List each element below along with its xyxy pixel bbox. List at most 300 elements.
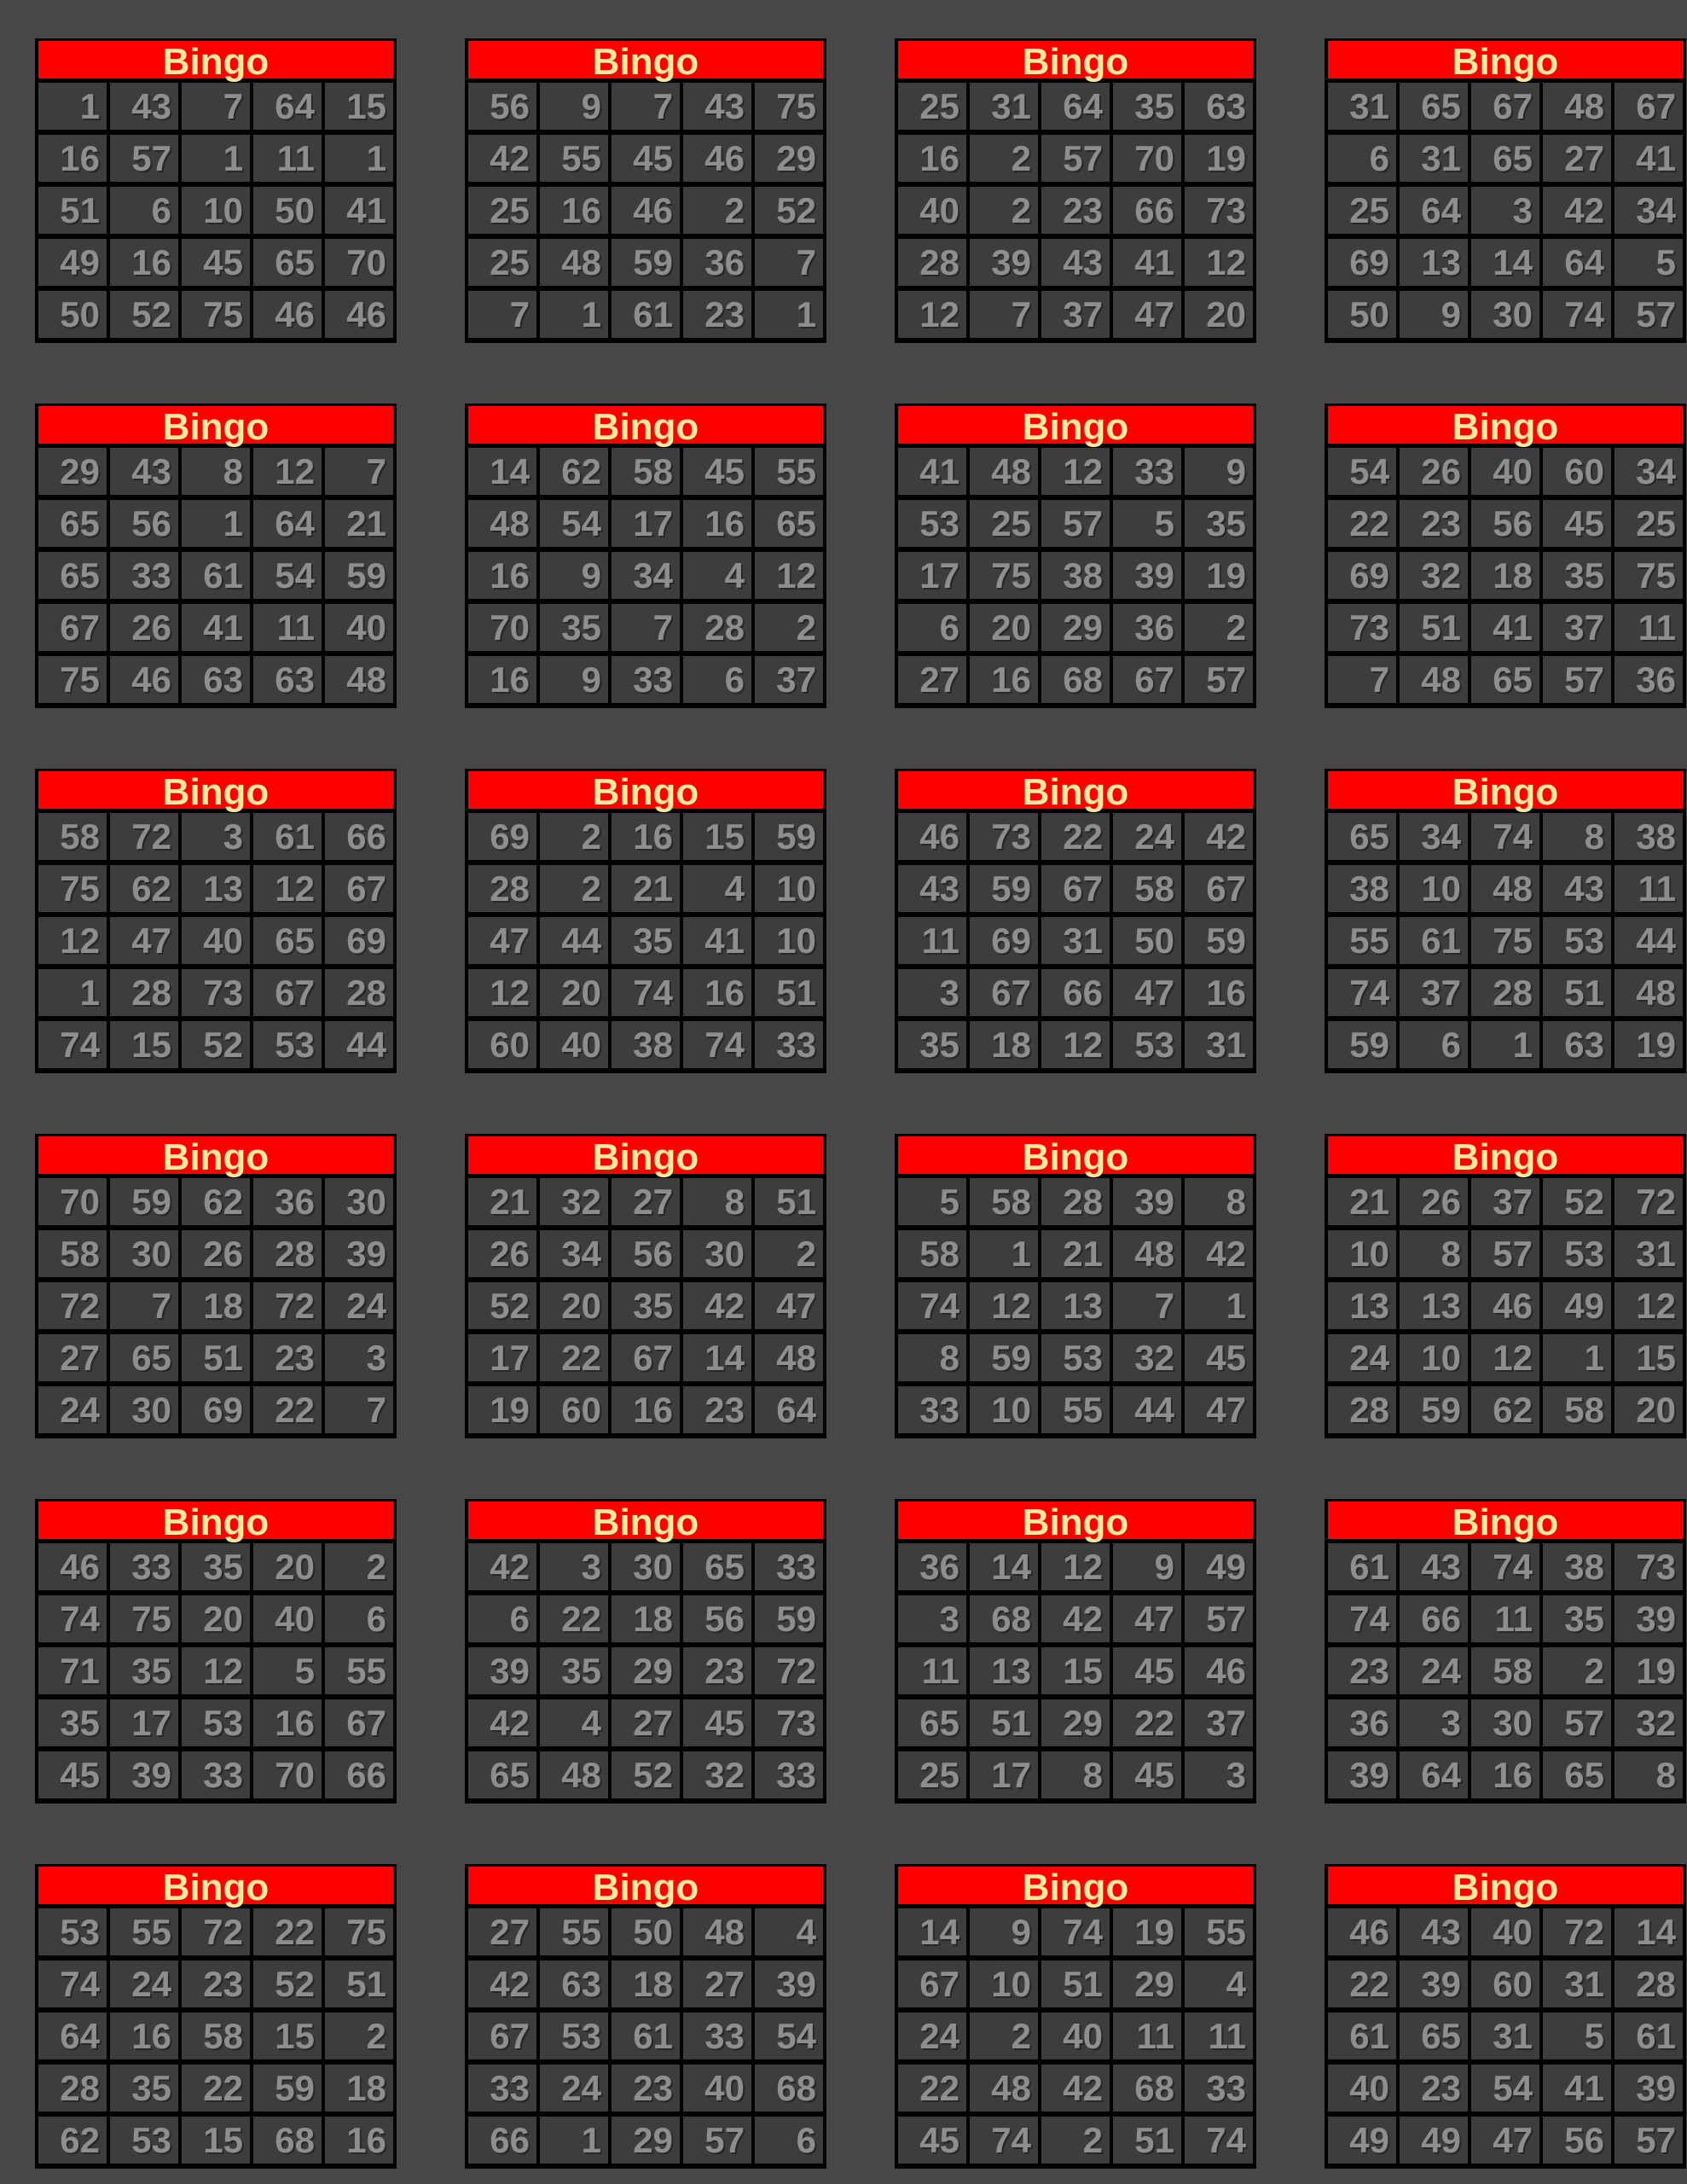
bingo-number-cell[interactable]: 5	[898, 1178, 966, 1225]
bingo-number-cell[interactable]: 37	[1400, 969, 1468, 1016]
bingo-number-cell[interactable]: 48	[970, 448, 1038, 495]
bingo-number-cell[interactable]: 7	[325, 1386, 393, 1433]
bingo-number-cell[interactable]: 29	[1041, 1699, 1110, 1746]
bingo-number-cell[interactable]: 30	[612, 1543, 680, 1590]
bingo-number-cell[interactable]: 40	[182, 917, 250, 964]
bingo-number-cell[interactable]: 18	[970, 1021, 1038, 1068]
bingo-number-cell[interactable]: 19	[1615, 1647, 1683, 1694]
bingo-number-cell[interactable]: 22	[253, 1908, 322, 1955]
bingo-number-cell[interactable]: 8	[898, 1334, 966, 1381]
bingo-number-cell[interactable]: 23	[683, 291, 751, 338]
bingo-number-cell[interactable]: 40	[1471, 1908, 1539, 1955]
bingo-number-cell[interactable]: 37	[1041, 291, 1110, 338]
bingo-number-cell[interactable]: 13	[1328, 1282, 1396, 1329]
bingo-number-cell[interactable]: 45	[1113, 1751, 1181, 1798]
bingo-number-cell[interactable]: 58	[1113, 865, 1181, 912]
bingo-number-cell[interactable]: 15	[325, 83, 393, 130]
bingo-number-cell[interactable]: 67	[325, 865, 393, 912]
bingo-number-cell[interactable]: 21	[1041, 1230, 1110, 1277]
bingo-number-cell[interactable]: 46	[1185, 1647, 1253, 1694]
bingo-number-cell[interactable]: 36	[1615, 656, 1683, 703]
bingo-number-cell[interactable]: 39	[1615, 1595, 1683, 1642]
bingo-number-cell[interactable]: 10	[1328, 1230, 1396, 1277]
bingo-number-cell[interactable]: 33	[182, 1751, 250, 1798]
bingo-number-cell[interactable]: 27	[898, 656, 966, 703]
bingo-number-cell[interactable]: 60	[540, 1386, 608, 1433]
bingo-number-cell[interactable]: 38	[1543, 1543, 1611, 1590]
bingo-number-cell[interactable]: 28	[683, 604, 751, 651]
bingo-number-cell[interactable]: 55	[1328, 917, 1396, 964]
bingo-number-cell[interactable]: 58	[1471, 1647, 1539, 1694]
bingo-number-cell[interactable]: 75	[110, 1595, 178, 1642]
bingo-number-cell[interactable]: 59	[1328, 1021, 1396, 1068]
bingo-number-cell[interactable]: 3	[898, 969, 966, 1016]
bingo-number-cell[interactable]: 50	[253, 187, 322, 234]
bingo-number-cell[interactable]: 57	[1615, 291, 1683, 338]
bingo-number-cell[interactable]: 46	[253, 291, 322, 338]
bingo-number-cell[interactable]: 47	[1113, 1595, 1181, 1642]
bingo-number-cell[interactable]: 23	[1400, 500, 1468, 547]
bingo-number-cell[interactable]: 16	[612, 1386, 680, 1433]
bingo-number-cell[interactable]: 52	[612, 1751, 680, 1798]
bingo-number-cell[interactable]: 42	[1041, 2065, 1110, 2111]
bingo-number-cell[interactable]: 47	[468, 917, 536, 964]
bingo-number-cell[interactable]: 68	[970, 1595, 1038, 1642]
bingo-number-cell[interactable]: 32	[1400, 552, 1468, 599]
bingo-number-cell[interactable]: 57	[1471, 1230, 1539, 1277]
bingo-number-cell[interactable]: 31	[970, 83, 1038, 130]
bingo-number-cell[interactable]: 35	[612, 917, 680, 964]
bingo-number-cell[interactable]: 5	[1543, 2013, 1611, 2059]
bingo-number-cell[interactable]: 35	[110, 2065, 178, 2111]
bingo-number-cell[interactable]: 29	[612, 1647, 680, 1694]
bingo-number-cell[interactable]: 14	[970, 1543, 1038, 1590]
bingo-number-cell[interactable]: 34	[612, 552, 680, 599]
bingo-number-cell[interactable]: 48	[970, 2065, 1038, 2111]
bingo-number-cell[interactable]: 4	[683, 865, 751, 912]
bingo-number-cell[interactable]: 55	[755, 448, 823, 495]
bingo-number-cell[interactable]: 15	[1041, 1647, 1110, 1694]
bingo-number-cell[interactable]: 18	[612, 1595, 680, 1642]
bingo-number-cell[interactable]: 75	[970, 552, 1038, 599]
bingo-number-cell[interactable]: 10	[970, 1386, 1038, 1433]
bingo-number-cell[interactable]: 11	[1471, 1595, 1539, 1642]
bingo-number-cell[interactable]: 32	[1615, 1699, 1683, 1746]
bingo-number-cell[interactable]: 23	[612, 2065, 680, 2111]
bingo-number-cell[interactable]: 6	[683, 656, 751, 703]
bingo-number-cell[interactable]: 33	[1113, 448, 1181, 495]
bingo-number-cell[interactable]: 43	[683, 83, 751, 130]
bingo-number-cell[interactable]: 6	[1328, 135, 1396, 182]
bingo-number-cell[interactable]: 9	[1185, 448, 1253, 495]
bingo-number-cell[interactable]: 11	[253, 135, 322, 182]
bingo-number-cell[interactable]: 12	[468, 969, 536, 1016]
bingo-number-cell[interactable]: 1	[970, 1230, 1038, 1277]
bingo-number-cell[interactable]: 25	[1615, 500, 1683, 547]
bingo-number-cell[interactable]: 9	[540, 656, 608, 703]
bingo-number-cell[interactable]: 59	[1400, 1386, 1468, 1433]
bingo-number-cell[interactable]: 33	[755, 1751, 823, 1798]
bingo-number-cell[interactable]: 7	[468, 291, 536, 338]
bingo-number-cell[interactable]: 73	[182, 969, 250, 1016]
bingo-number-cell[interactable]: 11	[898, 1647, 966, 1694]
bingo-number-cell[interactable]: 60	[1543, 448, 1611, 495]
bingo-number-cell[interactable]: 57	[1615, 2117, 1683, 2164]
bingo-number-cell[interactable]: 66	[1041, 969, 1110, 1016]
bingo-number-cell[interactable]: 39	[755, 1960, 823, 2007]
bingo-number-cell[interactable]: 21	[325, 500, 393, 547]
bingo-number-cell[interactable]: 9	[1113, 1543, 1181, 1590]
bingo-number-cell[interactable]: 69	[1328, 239, 1396, 286]
bingo-number-cell[interactable]: 37	[1543, 604, 1611, 651]
bingo-number-cell[interactable]: 26	[110, 604, 178, 651]
bingo-number-cell[interactable]: 58	[612, 448, 680, 495]
bingo-number-cell[interactable]: 54	[755, 2013, 823, 2059]
bingo-number-cell[interactable]: 46	[1328, 1908, 1396, 1955]
bingo-number-cell[interactable]: 47	[755, 1282, 823, 1329]
bingo-number-cell[interactable]: 35	[540, 604, 608, 651]
bingo-number-cell[interactable]: 16	[683, 969, 751, 1016]
bingo-number-cell[interactable]: 15	[683, 813, 751, 860]
bingo-number-cell[interactable]: 50	[1328, 291, 1396, 338]
bingo-number-cell[interactable]: 10	[755, 865, 823, 912]
bingo-number-cell[interactable]: 23	[1400, 2065, 1468, 2111]
bingo-number-cell[interactable]: 65	[253, 239, 322, 286]
bingo-number-cell[interactable]: 70	[253, 1751, 322, 1798]
bingo-number-cell[interactable]: 72	[38, 1282, 107, 1329]
bingo-number-cell[interactable]: 39	[110, 1751, 178, 1798]
bingo-number-cell[interactable]: 41	[683, 917, 751, 964]
bingo-number-cell[interactable]: 69	[468, 813, 536, 860]
bingo-number-cell[interactable]: 7	[182, 83, 250, 130]
bingo-number-cell[interactable]: 52	[253, 1960, 322, 2007]
bingo-number-cell[interactable]: 24	[540, 2065, 608, 2111]
bingo-number-cell[interactable]: 39	[970, 239, 1038, 286]
bingo-number-cell[interactable]: 59	[970, 1334, 1038, 1381]
bingo-number-cell[interactable]: 48	[540, 1751, 608, 1798]
bingo-number-cell[interactable]: 36	[1113, 604, 1181, 651]
bingo-number-cell[interactable]: 16	[253, 1699, 322, 1746]
bingo-number-cell[interactable]: 51	[755, 969, 823, 1016]
bingo-number-cell[interactable]: 30	[110, 1230, 178, 1277]
bingo-number-cell[interactable]: 64	[1543, 239, 1611, 286]
bingo-number-cell[interactable]: 16	[540, 187, 608, 234]
bingo-number-cell[interactable]: 68	[755, 2065, 823, 2111]
bingo-number-cell[interactable]: 43	[1400, 1908, 1468, 1955]
bingo-number-cell[interactable]: 52	[468, 1282, 536, 1329]
bingo-number-cell[interactable]: 74	[1543, 291, 1611, 338]
bingo-number-cell[interactable]: 43	[110, 83, 178, 130]
bingo-number-cell[interactable]: 60	[1471, 1960, 1539, 2007]
bingo-number-cell[interactable]: 54	[1471, 2065, 1539, 2111]
bingo-number-cell[interactable]: 36	[898, 1543, 966, 1590]
bingo-number-cell[interactable]: 49	[1400, 2117, 1468, 2164]
bingo-number-cell[interactable]: 51	[325, 1960, 393, 2007]
bingo-number-cell[interactable]: 69	[970, 917, 1038, 964]
bingo-number-cell[interactable]: 67	[612, 1334, 680, 1381]
bingo-number-cell[interactable]: 4	[755, 1908, 823, 1955]
bingo-number-cell[interactable]: 9	[1400, 291, 1468, 338]
bingo-number-cell[interactable]: 28	[253, 1230, 322, 1277]
bingo-number-cell[interactable]: 3	[1400, 1699, 1468, 1746]
bingo-number-cell[interactable]: 15	[253, 2013, 322, 2059]
bingo-number-cell[interactable]: 53	[1543, 1230, 1611, 1277]
bingo-number-cell[interactable]: 14	[683, 1334, 751, 1381]
bingo-number-cell[interactable]: 22	[540, 1334, 608, 1381]
bingo-number-cell[interactable]: 33	[683, 2013, 751, 2059]
bingo-number-cell[interactable]: 33	[755, 1543, 823, 1590]
bingo-number-cell[interactable]: 35	[110, 1647, 178, 1694]
bingo-number-cell[interactable]: 55	[110, 1908, 178, 1955]
bingo-number-cell[interactable]: 20	[540, 1282, 608, 1329]
bingo-number-cell[interactable]: 12	[1041, 448, 1110, 495]
bingo-number-cell[interactable]: 73	[1328, 604, 1396, 651]
bingo-number-cell[interactable]: 22	[182, 2065, 250, 2111]
bingo-number-cell[interactable]: 65	[110, 1334, 178, 1381]
bingo-number-cell[interactable]: 59	[755, 813, 823, 860]
bingo-number-cell[interactable]: 2	[325, 1543, 393, 1590]
bingo-number-cell[interactable]: 75	[1471, 917, 1539, 964]
bingo-number-cell[interactable]: 42	[468, 1699, 536, 1746]
bingo-number-cell[interactable]: 53	[540, 2013, 608, 2059]
bingo-number-cell[interactable]: 58	[182, 2013, 250, 2059]
bingo-number-cell[interactable]: 39	[468, 1647, 536, 1694]
bingo-number-cell[interactable]: 58	[898, 1230, 966, 1277]
bingo-number-cell[interactable]: 57	[683, 2117, 751, 2164]
bingo-number-cell[interactable]: 10	[1400, 1334, 1468, 1381]
bingo-number-cell[interactable]: 37	[1185, 1699, 1253, 1746]
bingo-number-cell[interactable]: 36	[1328, 1699, 1396, 1746]
bingo-number-cell[interactable]: 67	[898, 1960, 966, 2007]
bingo-number-cell[interactable]: 55	[540, 135, 608, 182]
bingo-number-cell[interactable]: 13	[182, 865, 250, 912]
bingo-number-cell[interactable]: 35	[1113, 83, 1181, 130]
bingo-number-cell[interactable]: 12	[1471, 1334, 1539, 1381]
bingo-number-cell[interactable]: 74	[38, 1595, 107, 1642]
bingo-number-cell[interactable]: 6	[325, 1595, 393, 1642]
bingo-number-cell[interactable]: 48	[1400, 656, 1468, 703]
bingo-number-cell[interactable]: 1	[540, 2117, 608, 2164]
bingo-number-cell[interactable]: 55	[1185, 1908, 1253, 1955]
bingo-number-cell[interactable]: 51	[970, 1699, 1038, 1746]
bingo-number-cell[interactable]: 50	[612, 1908, 680, 1955]
bingo-number-cell[interactable]: 48	[1113, 1230, 1181, 1277]
bingo-number-cell[interactable]: 7	[1328, 656, 1396, 703]
bingo-number-cell[interactable]: 1	[1185, 1282, 1253, 1329]
bingo-number-cell[interactable]: 38	[612, 1021, 680, 1068]
bingo-number-cell[interactable]: 35	[1185, 500, 1253, 547]
bingo-number-cell[interactable]: 29	[38, 448, 107, 495]
bingo-number-cell[interactable]: 51	[1543, 969, 1611, 1016]
bingo-number-cell[interactable]: 42	[468, 1543, 536, 1590]
bingo-number-cell[interactable]: 26	[1400, 1178, 1468, 1225]
bingo-number-cell[interactable]: 48	[325, 656, 393, 703]
bingo-number-cell[interactable]: 69	[182, 1386, 250, 1433]
bingo-number-cell[interactable]: 21	[468, 1178, 536, 1225]
bingo-number-cell[interactable]: 52	[182, 1021, 250, 1068]
bingo-number-cell[interactable]: 42	[683, 1282, 751, 1329]
bingo-number-cell[interactable]: 56	[612, 1230, 680, 1277]
bingo-number-cell[interactable]: 13	[1400, 1282, 1468, 1329]
bingo-number-cell[interactable]: 74	[1328, 969, 1396, 1016]
bingo-number-cell[interactable]: 40	[1471, 448, 1539, 495]
bingo-number-cell[interactable]: 5	[1615, 239, 1683, 286]
bingo-number-cell[interactable]: 16	[110, 239, 178, 286]
bingo-number-cell[interactable]: 18	[612, 1960, 680, 2007]
bingo-number-cell[interactable]: 62	[540, 448, 608, 495]
bingo-number-cell[interactable]: 2	[1185, 604, 1253, 651]
bingo-number-cell[interactable]: 28	[110, 969, 178, 1016]
bingo-number-cell[interactable]: 30	[1471, 291, 1539, 338]
bingo-number-cell[interactable]: 65	[468, 1751, 536, 1798]
bingo-number-cell[interactable]: 74	[898, 1282, 966, 1329]
bingo-number-cell[interactable]: 63	[1543, 1021, 1611, 1068]
bingo-number-cell[interactable]: 65	[755, 500, 823, 547]
bingo-number-cell[interactable]: 12	[38, 917, 107, 964]
bingo-number-cell[interactable]: 48	[755, 1334, 823, 1381]
bingo-number-cell[interactable]: 8	[683, 1178, 751, 1225]
bingo-number-cell[interactable]: 53	[38, 1908, 107, 1955]
bingo-number-cell[interactable]: 55	[325, 1647, 393, 1694]
bingo-number-cell[interactable]: 67	[325, 1699, 393, 1746]
bingo-number-cell[interactable]: 33	[110, 552, 178, 599]
bingo-number-cell[interactable]: 2	[1543, 1647, 1611, 1694]
bingo-number-cell[interactable]: 75	[38, 865, 107, 912]
bingo-number-cell[interactable]: 47	[1113, 291, 1181, 338]
bingo-number-cell[interactable]: 42	[1543, 187, 1611, 234]
bingo-number-cell[interactable]: 23	[253, 1334, 322, 1381]
bingo-number-cell[interactable]: 31	[1615, 1230, 1683, 1277]
bingo-number-cell[interactable]: 3	[540, 1543, 608, 1590]
bingo-number-cell[interactable]: 2	[970, 2013, 1038, 2059]
bingo-number-cell[interactable]: 41	[1543, 2065, 1611, 2111]
bingo-number-cell[interactable]: 74	[1471, 813, 1539, 860]
bingo-number-cell[interactable]: 13	[1041, 1282, 1110, 1329]
bingo-number-cell[interactable]: 19	[1113, 1908, 1181, 1955]
bingo-number-cell[interactable]: 24	[1328, 1334, 1396, 1381]
bingo-number-cell[interactable]: 9	[970, 1908, 1038, 1955]
bingo-number-cell[interactable]: 67	[1471, 83, 1539, 130]
bingo-number-cell[interactable]: 25	[898, 1751, 966, 1798]
bingo-number-cell[interactable]: 1	[755, 291, 823, 338]
bingo-number-cell[interactable]: 1	[1543, 1334, 1611, 1381]
bingo-number-cell[interactable]: 54	[253, 552, 322, 599]
bingo-number-cell[interactable]: 34	[540, 1230, 608, 1277]
bingo-number-cell[interactable]: 46	[110, 656, 178, 703]
bingo-number-cell[interactable]: 25	[970, 500, 1038, 547]
bingo-number-cell[interactable]: 16	[38, 135, 107, 182]
bingo-number-cell[interactable]: 24	[110, 1960, 178, 2007]
bingo-number-cell[interactable]: 17	[612, 500, 680, 547]
bingo-number-cell[interactable]: 39	[1328, 1751, 1396, 1798]
bingo-number-cell[interactable]: 45	[1113, 1647, 1181, 1694]
bingo-number-cell[interactable]: 28	[38, 2065, 107, 2111]
bingo-number-cell[interactable]: 51	[1400, 604, 1468, 651]
bingo-number-cell[interactable]: 64	[1400, 187, 1468, 234]
bingo-number-cell[interactable]: 28	[1328, 1386, 1396, 1433]
bingo-number-cell[interactable]: 7	[612, 83, 680, 130]
bingo-number-cell[interactable]: 42	[1185, 813, 1253, 860]
bingo-number-cell[interactable]: 12	[898, 291, 966, 338]
bingo-number-cell[interactable]: 48	[1543, 83, 1611, 130]
bingo-number-cell[interactable]: 48	[683, 1908, 751, 1955]
bingo-number-cell[interactable]: 39	[325, 1230, 393, 1277]
bingo-number-cell[interactable]: 15	[1615, 1334, 1683, 1381]
bingo-number-cell[interactable]: 64	[1041, 83, 1110, 130]
bingo-number-cell[interactable]: 61	[612, 291, 680, 338]
bingo-number-cell[interactable]: 33	[898, 1386, 966, 1433]
bingo-number-cell[interactable]: 53	[1113, 1021, 1181, 1068]
bingo-number-cell[interactable]: 64	[755, 1386, 823, 1433]
bingo-number-cell[interactable]: 39	[1400, 1960, 1468, 2007]
bingo-number-cell[interactable]: 56	[1543, 2117, 1611, 2164]
bingo-number-cell[interactable]: 65	[253, 917, 322, 964]
bingo-number-cell[interactable]: 72	[755, 1647, 823, 1694]
bingo-number-cell[interactable]: 28	[1471, 969, 1539, 1016]
bingo-number-cell[interactable]: 26	[1400, 448, 1468, 495]
bingo-number-cell[interactable]: 24	[325, 1282, 393, 1329]
bingo-number-cell[interactable]: 3	[1471, 187, 1539, 234]
bingo-number-cell[interactable]: 11	[1615, 604, 1683, 651]
bingo-number-cell[interactable]: 48	[540, 239, 608, 286]
bingo-number-cell[interactable]: 8	[182, 448, 250, 495]
bingo-number-cell[interactable]: 40	[325, 604, 393, 651]
bingo-number-cell[interactable]: 58	[970, 1178, 1038, 1225]
bingo-number-cell[interactable]: 2	[540, 813, 608, 860]
bingo-number-cell[interactable]: 29	[755, 135, 823, 182]
bingo-number-cell[interactable]: 33	[110, 1543, 178, 1590]
bingo-number-cell[interactable]: 52	[110, 291, 178, 338]
bingo-number-cell[interactable]: 61	[1400, 917, 1468, 964]
bingo-number-cell[interactable]: 6	[110, 187, 178, 234]
bingo-number-cell[interactable]: 2	[970, 135, 1038, 182]
bingo-number-cell[interactable]: 8	[1400, 1230, 1468, 1277]
bingo-number-cell[interactable]: 55	[540, 1908, 608, 1955]
bingo-number-cell[interactable]: 65	[1400, 83, 1468, 130]
bingo-number-cell[interactable]: 17	[468, 1334, 536, 1381]
bingo-number-cell[interactable]: 6	[755, 2117, 823, 2164]
bingo-number-cell[interactable]: 74	[612, 969, 680, 1016]
bingo-number-cell[interactable]: 43	[1543, 865, 1611, 912]
bingo-number-cell[interactable]: 10	[755, 917, 823, 964]
bingo-number-cell[interactable]: 24	[1400, 1647, 1468, 1694]
bingo-number-cell[interactable]: 70	[468, 604, 536, 651]
bingo-number-cell[interactable]: 67	[38, 604, 107, 651]
bingo-number-cell[interactable]: 27	[1543, 135, 1611, 182]
bingo-number-cell[interactable]: 57	[1543, 656, 1611, 703]
bingo-number-cell[interactable]: 15	[110, 1021, 178, 1068]
bingo-number-cell[interactable]: 31	[1400, 135, 1468, 182]
bingo-number-cell[interactable]: 41	[898, 448, 966, 495]
bingo-number-cell[interactable]: 37	[755, 656, 823, 703]
bingo-number-cell[interactable]: 20	[253, 1543, 322, 1590]
bingo-number-cell[interactable]: 15	[182, 2117, 250, 2164]
bingo-number-cell[interactable]: 22	[1113, 1699, 1181, 1746]
bingo-number-cell[interactable]: 18	[1471, 552, 1539, 599]
bingo-number-cell[interactable]: 60	[468, 1021, 536, 1068]
bingo-number-cell[interactable]: 24	[1113, 813, 1181, 860]
bingo-number-cell[interactable]: 51	[755, 1178, 823, 1225]
bingo-number-cell[interactable]: 20	[182, 1595, 250, 1642]
bingo-number-cell[interactable]: 29	[612, 2117, 680, 2164]
bingo-number-cell[interactable]: 8	[1041, 1751, 1110, 1798]
bingo-number-cell[interactable]: 18	[182, 1282, 250, 1329]
bingo-number-cell[interactable]: 75	[755, 83, 823, 130]
bingo-number-cell[interactable]: 73	[970, 813, 1038, 860]
bingo-number-cell[interactable]: 57	[1543, 1699, 1611, 1746]
bingo-number-cell[interactable]: 56	[110, 500, 178, 547]
bingo-number-cell[interactable]: 31	[1041, 917, 1110, 964]
